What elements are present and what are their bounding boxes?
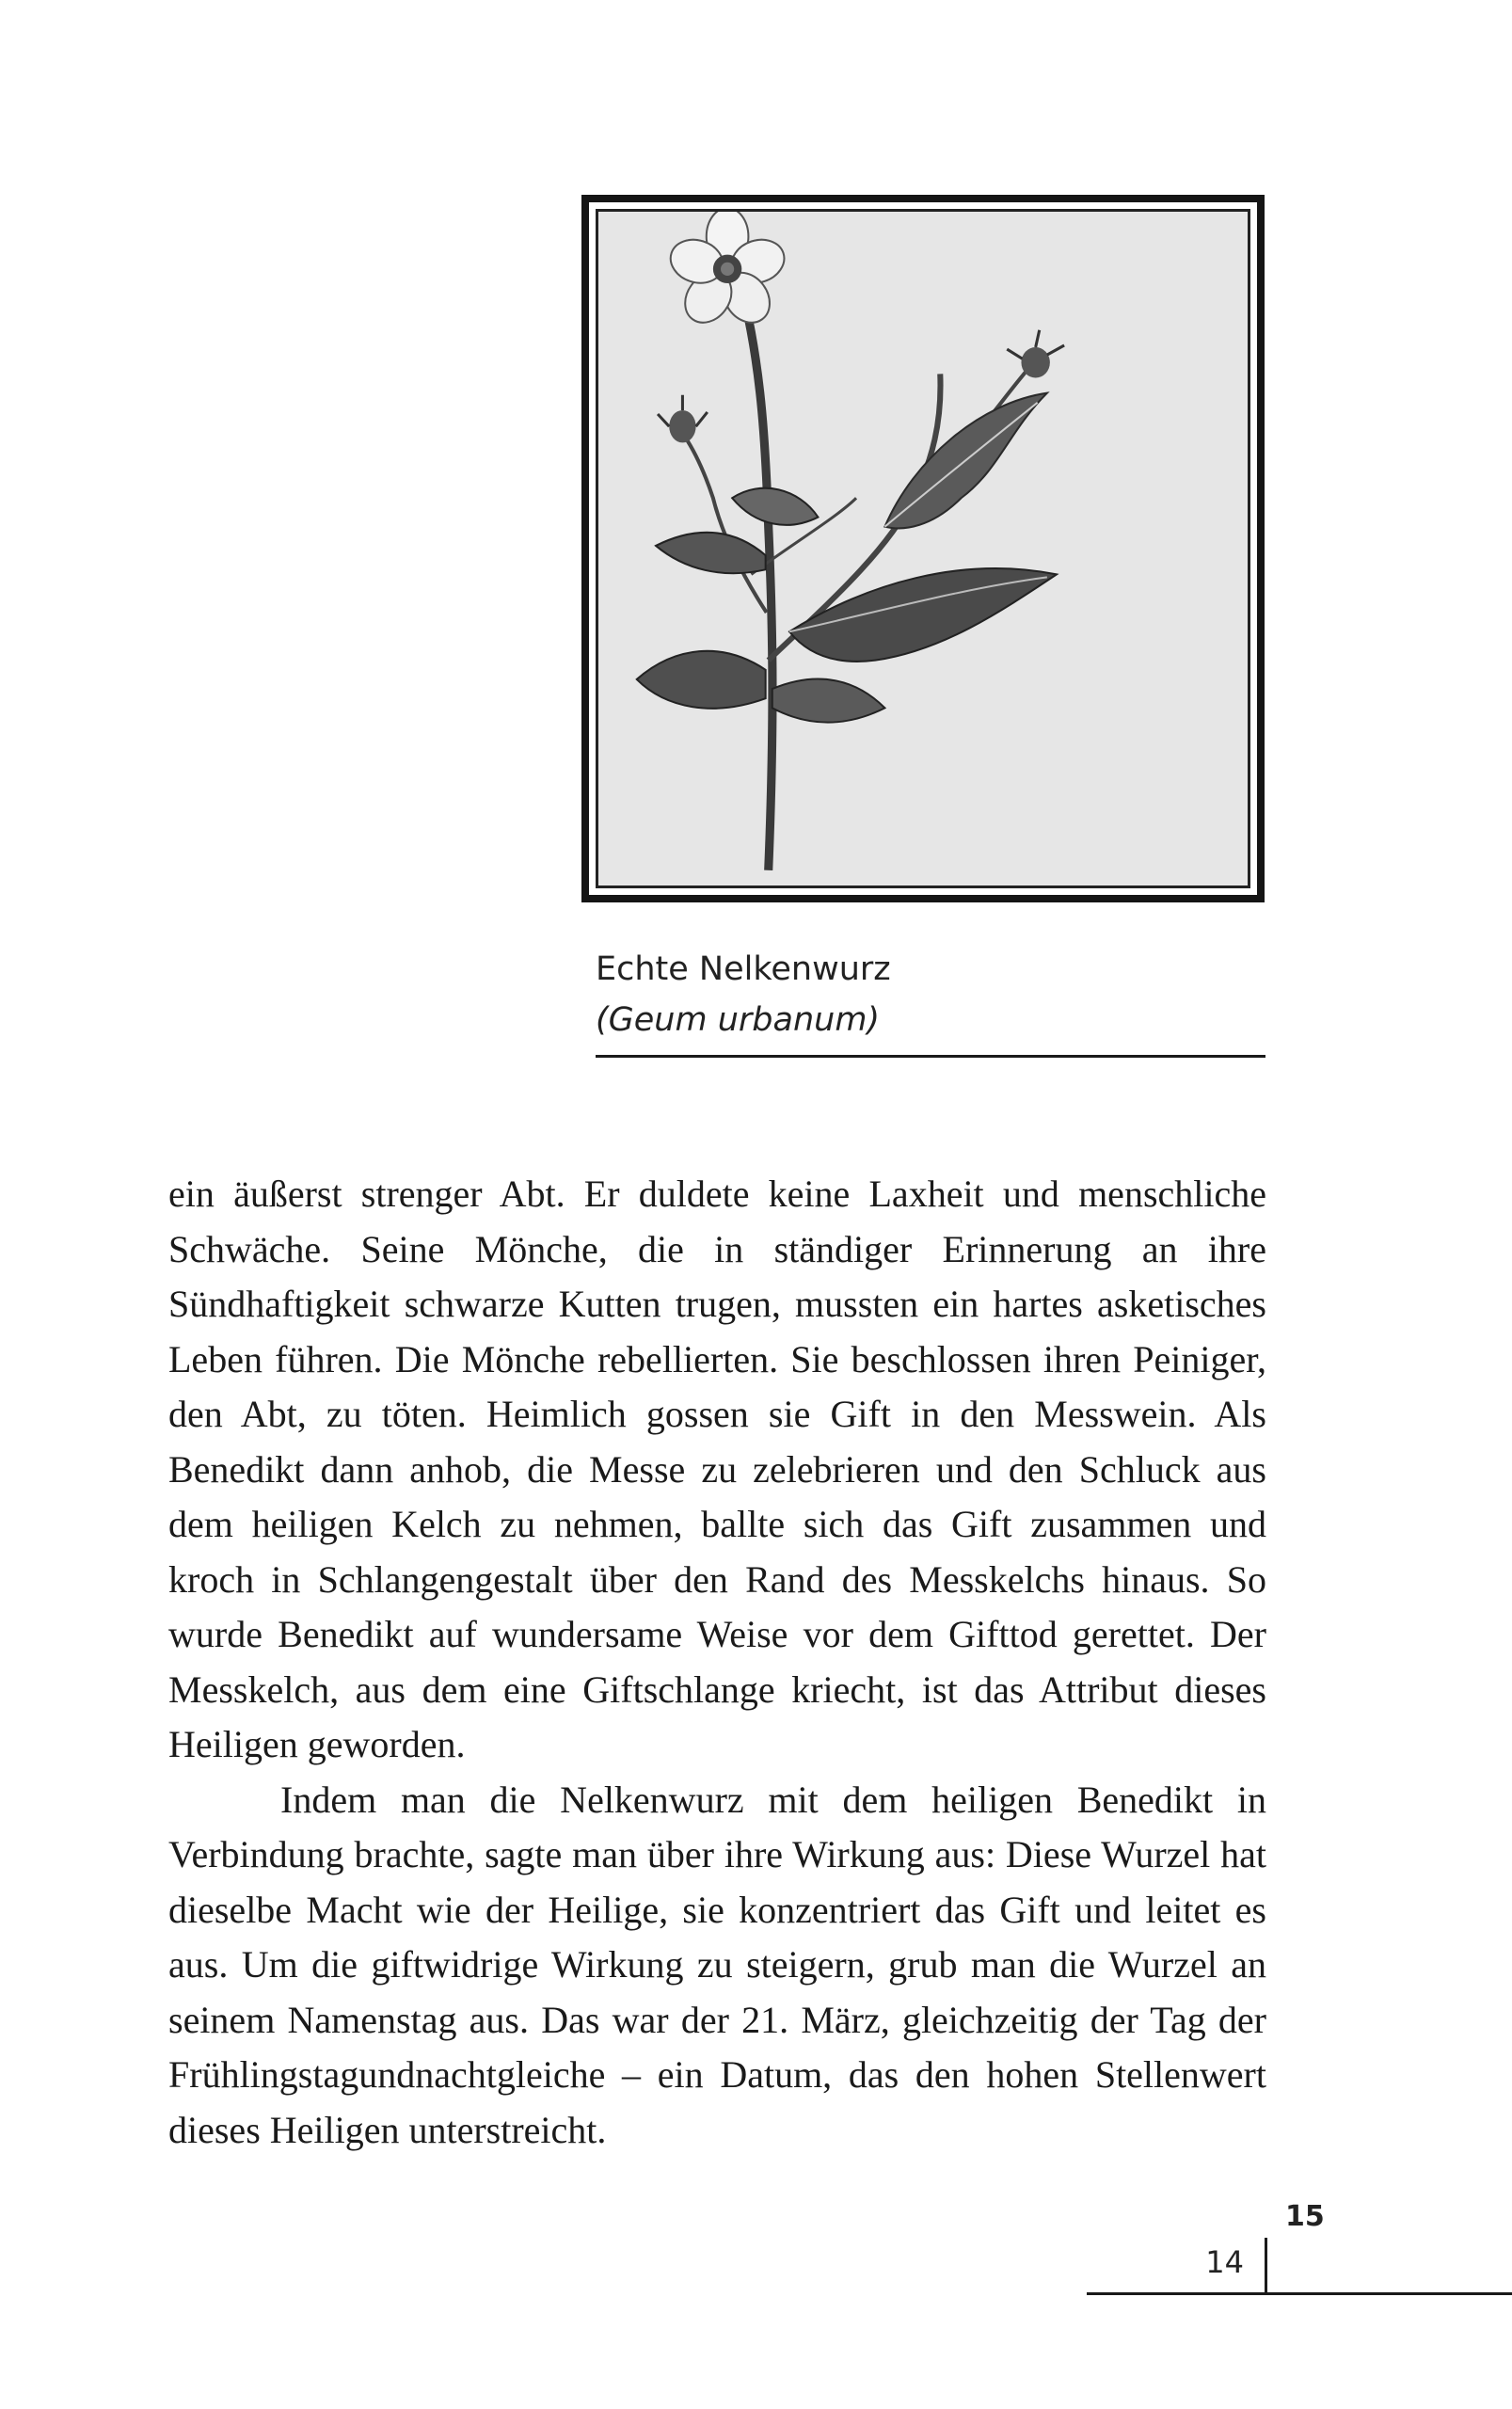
page-number-left: 14 (1205, 2244, 1244, 2280)
caption-rule (596, 1055, 1265, 1058)
folio-rule (1087, 2292, 1512, 2295)
figure-mat (589, 202, 1257, 895)
folio-divider (1265, 2238, 1267, 2292)
body-paragraph-2: Indem man die Nelkenwurz mit dem heiligen Benedikt in Verbindung brachte, sagte man über ihre Wirkung aus: Diese Wurzel hat dieselbe Macht wie der Heilige, sie konzentriert das Gift und leitet es aus. Um die giftwidrige Wirkung zu steigern, grub man die Wurzel an seinem Namenstag aus. Das war der 21. März, gleichzeitig der Tag der Frühlingstagundnachtgleiche – ein Datum, das den hohen Stellenwert dieses Heiligen unterstreicht. (168, 1778, 1266, 2151)
body-paragraph-1: ein äußerst strenger Abt. Er duldete keine Laxheit und menschliche Schwäche. Seine Mönche, die in ständiger Erinnerung an ihre Sündhaftigkeit schwarze Kutten trugen, mussten ein hartes asketisches Leben führen. Die Mönche rebellierten. Sie beschlossen ihren Peiniger, den Abt, zu töten. Heimlich gossen sie Gift in den Messwein. Als Benedikt dann anhob, die Messe zu zelebrieren und den Schluck aus dem heiligen Kelch zu nehmen, ballte sich das Gift zusammen und kroch in Schlangengestalt über den Rand des Messkelchs hinaus. So wurde Benedikt auf wundersame Weise vor dem Gifttod gerettet. Der Messkelch, aus dem eine Giftschlange kriecht, ist das Attribut dieses Heiligen geworden. (168, 1173, 1266, 1765)
figure-caption (596, 944, 1265, 1045)
botanical-illustration (596, 209, 1250, 888)
body-text (168, 1167, 1266, 2158)
figure-frame (581, 195, 1265, 902)
geum-plant-drawing (598, 212, 1248, 885)
page-number-right: 15 (1285, 2200, 1325, 2233)
caption-latin-name: (Geum urbanum) (596, 1001, 881, 1039)
caption-common-name: Echte Nelkenwurz (596, 950, 891, 988)
